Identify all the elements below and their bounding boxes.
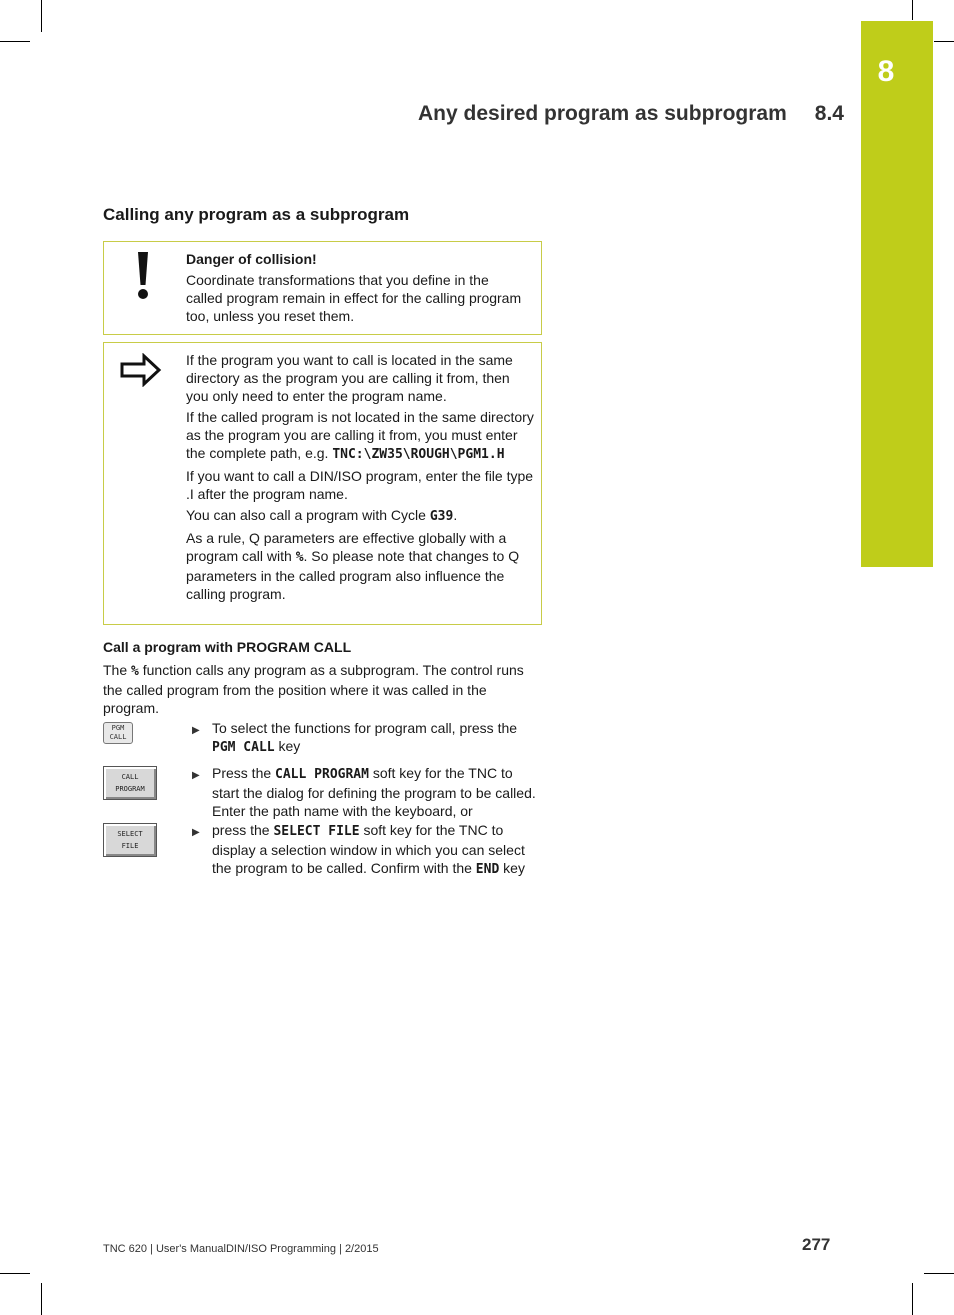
softkey-label: FILE bbox=[121, 842, 139, 850]
softkey-label: SELECT bbox=[117, 830, 143, 838]
warning-text-block bbox=[186, 250, 526, 328]
note-text: If the called program is not located in the same directory as the program you are calling it from, you must enter the complete path, e.g. bbox=[186, 409, 534, 461]
note-paragraph: If the program you want to call is located in the same directory as the program you are calling it from, then you only need to enter the program name. bbox=[186, 352, 513, 404]
subsection-title: Call a program with PROGRAM CALL bbox=[103, 639, 352, 655]
step-item bbox=[192, 719, 544, 757]
path-example: TNC:\ZW35\ROUGH\PGM1.H bbox=[332, 447, 505, 462]
percent-code: % bbox=[295, 550, 304, 565]
select-file-softkey[interactable] bbox=[103, 823, 157, 857]
softkey-label: CALL bbox=[121, 773, 139, 781]
softkey-name: CALL PROGRAM bbox=[275, 767, 369, 782]
softkey-label: PROGRAM bbox=[115, 785, 145, 793]
step-text: press the bbox=[212, 822, 274, 838]
warning-body: Coordinate transformations that you define in the called program remain in effect for the calling program too, unless you reset them. bbox=[186, 272, 522, 324]
header-title: Any desired program as subprogram bbox=[418, 102, 787, 125]
pgm-call-key[interactable] bbox=[103, 722, 133, 744]
intro-text: function calls any program as a subprogram. The control runs the called program from the position where it was called in the program. bbox=[103, 662, 524, 716]
step-text: key bbox=[274, 738, 301, 754]
page-number: 277 bbox=[802, 1235, 831, 1254]
footer-text: TNC 620 | User's ManualDIN/ISO Programming | 2/2015 bbox=[103, 1243, 379, 1255]
softkey-name: SELECT FILE bbox=[273, 824, 360, 839]
step-text: key bbox=[499, 860, 525, 876]
note-text: As a rule, Q parameters are effective globally with a program call with bbox=[186, 530, 507, 564]
chapter-tab bbox=[861, 21, 933, 567]
note-text-block bbox=[186, 351, 536, 606]
crop-mark bbox=[912, 0, 913, 20]
key-label: CALL bbox=[109, 733, 127, 741]
percent-code: % bbox=[131, 664, 139, 679]
subsection-intro bbox=[103, 661, 543, 717]
key-name: PGM CALL bbox=[212, 740, 275, 755]
key-name: END bbox=[475, 862, 500, 877]
section-title: Calling any program as a subprogram bbox=[103, 205, 410, 224]
cycle-code: G39 bbox=[429, 509, 454, 524]
warning-title: Danger of collision! bbox=[186, 251, 317, 267]
bullet-triangle-icon: ▶ bbox=[192, 827, 200, 838]
bullet-triangle-icon: ▶ bbox=[192, 725, 200, 736]
key-label: PGM bbox=[111, 724, 125, 732]
step-item bbox=[192, 821, 544, 879]
step-text: soft key for the TNC to start the dialog for defining the program to be called. Enter the path name with the keyboard, or bbox=[212, 765, 536, 819]
chapter-number: 8 bbox=[877, 55, 895, 88]
header-section: 8.4 bbox=[814, 102, 844, 125]
note-text: . bbox=[453, 507, 458, 523]
step-item bbox=[192, 764, 544, 820]
exclamation-icon bbox=[137, 252, 149, 300]
crop-mark bbox=[934, 41, 954, 42]
intro-text: The bbox=[103, 662, 132, 678]
note-text: You can also call a program with Cycle bbox=[186, 507, 430, 523]
step-text: soft key for the TNC to display a selection window in which you can select the program to be called. Confirm with the bbox=[212, 822, 525, 876]
running-header bbox=[418, 102, 844, 126]
crop-mark bbox=[0, 41, 30, 42]
step-text: Press the bbox=[212, 765, 276, 781]
note-paragraph: If you want to call a DIN/ISO program, enter the file type .I after the program name. bbox=[186, 468, 534, 502]
arrow-right-icon bbox=[120, 353, 162, 387]
call-program-softkey[interactable] bbox=[103, 766, 157, 800]
crop-mark bbox=[41, 0, 42, 32]
note-paragraph bbox=[186, 529, 536, 603]
note-text: . So please note that changes to Q parameters in the called program also influence the calling program. bbox=[186, 548, 520, 602]
crop-mark bbox=[41, 1283, 42, 1315]
crop-mark bbox=[924, 1273, 954, 1274]
bullet-triangle-icon: ▶ bbox=[192, 770, 200, 781]
crop-mark bbox=[912, 1283, 913, 1315]
note-paragraph bbox=[186, 408, 536, 464]
crop-mark bbox=[0, 1273, 30, 1274]
note-paragraph bbox=[186, 506, 536, 526]
step-text: To select the functions for program call, press the bbox=[212, 720, 518, 736]
